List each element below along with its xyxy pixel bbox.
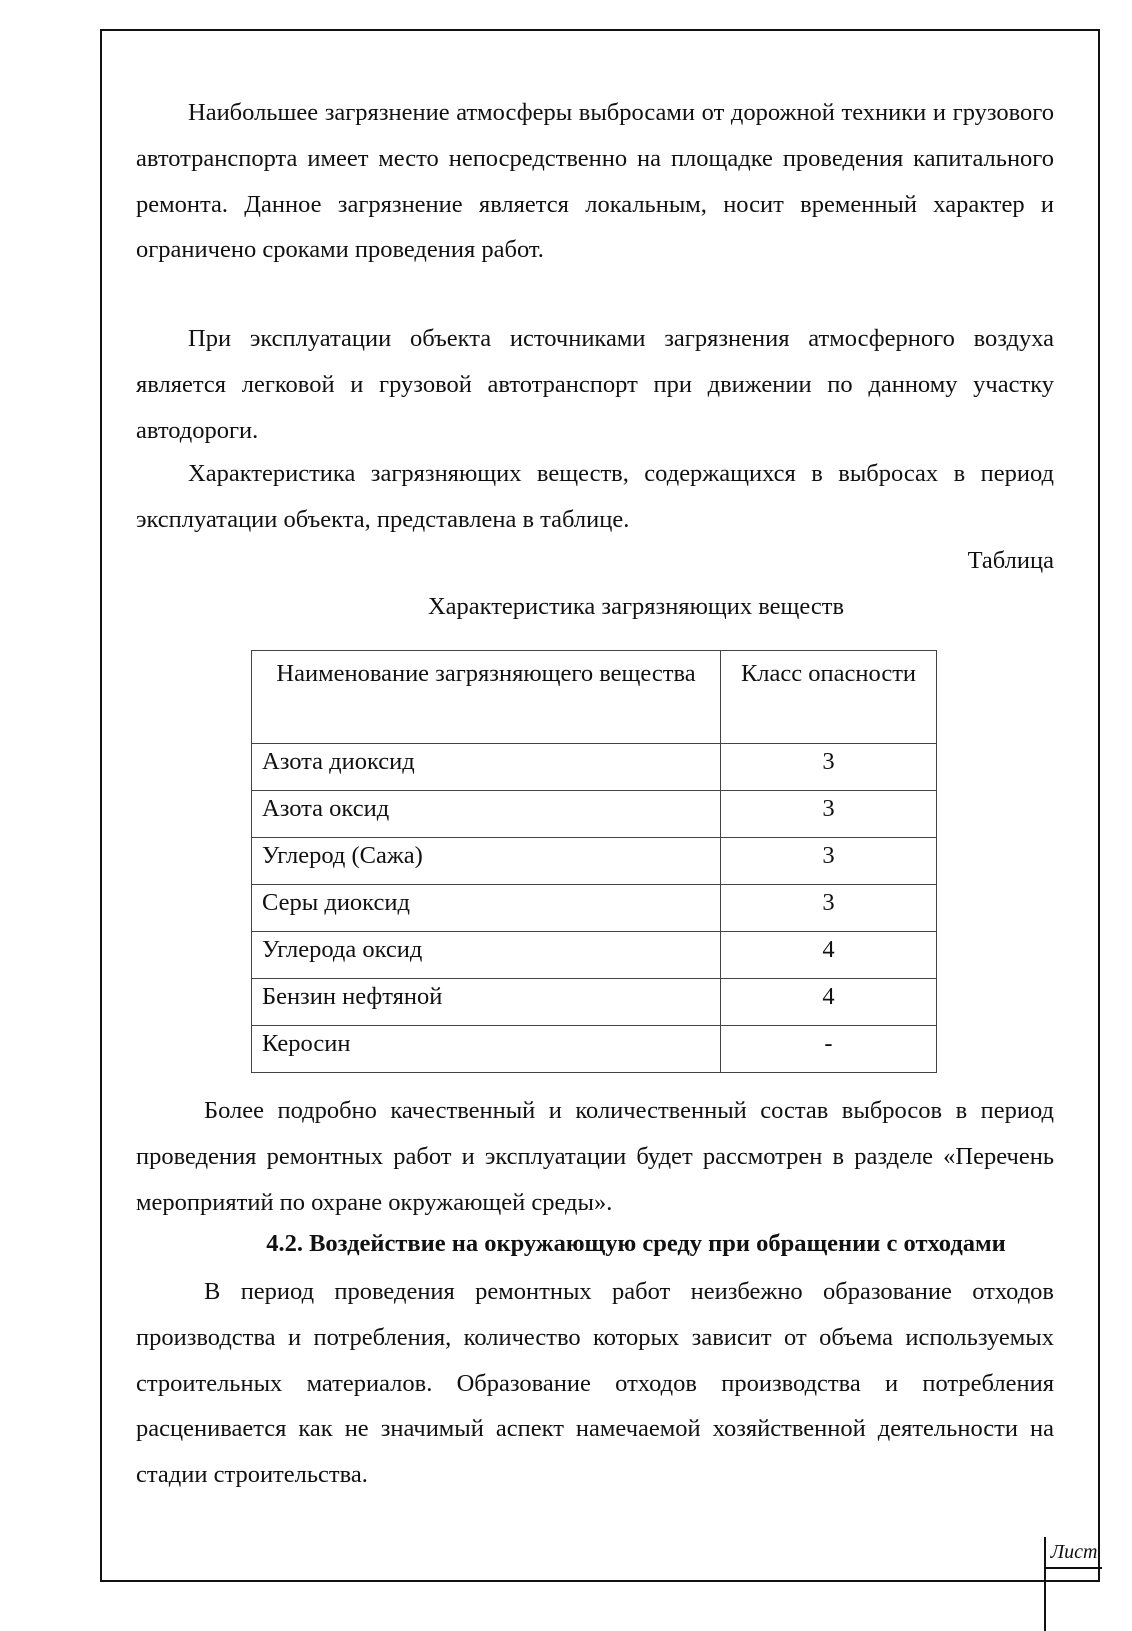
hazard-class: 3 — [721, 838, 937, 885]
table-label: Таблица — [967, 547, 1054, 574]
table-row — [252, 932, 937, 979]
column-header-substance: Наименование загрязняющего вещества — [252, 651, 721, 744]
substance-name: Азота оксид — [252, 791, 721, 838]
paragraph-waste-impact: В период проведения ремонтных работ неизбежно образование отходов производства и потребления, количество которых зависит от объема используемых строительных материалов. Образование отходов производства и потребления расценивается как не значимый аспект намечаемой хозяйственной деятельности на стадии строительства. — [136, 1278, 1054, 1489]
table-row — [252, 979, 937, 1026]
hazard-class: 3 — [721, 885, 937, 932]
paragraph-operation-sources: При эксплуатации объекта источниками загрязнения атмосферного воздуха является легковой и грузовой автотранспорт при движении по данному участку автодороги. — [136, 325, 1054, 444]
sheet-label: Лист — [1046, 1537, 1102, 1569]
substance-name: Углерода оксид — [252, 932, 721, 979]
substance-name: Серы диоксид — [252, 885, 721, 932]
table-row — [252, 885, 937, 932]
substance-name: Углерод (Сажа) — [252, 838, 721, 885]
hazard-class: - — [721, 1026, 937, 1073]
paragraph-atmosphere-pollution: Наибольшее загрязнение атмосферы выбросами от дорожной техники и грузового автотранспорта имеет место непосредственно на площадке проведения капитального ремонта. Данное загрязнение является локальным, носит временный характер и ограничено сроками проведения работ. — [136, 99, 1054, 264]
hazard-class: 4 — [721, 979, 937, 1026]
hazard-class: 3 — [721, 744, 937, 791]
table-title: Характеристика загрязняющих веществ — [427, 593, 845, 620]
hazard-class: 3 — [721, 791, 937, 838]
table-header-row — [252, 651, 937, 744]
column-header-hazard-class: Класс опасности — [721, 651, 937, 744]
hazard-class: 4 — [721, 932, 937, 979]
section-heading: 4.2. Воздействие на окружающую среду при обращении с отходами — [266, 1230, 1006, 1257]
sheet-stamp — [1044, 1537, 1100, 1631]
paragraph-details-reference: Более подробно качественный и количественный состав выбросов в период проведения ремонтных работ и эксплуатации будет рассмотрен в разделе «Перечень мероприятий по охране окружающей среды». — [136, 1097, 1054, 1216]
substance-name: Азота диоксид — [252, 744, 721, 791]
pollutants-table — [251, 650, 937, 1073]
paragraph-table-intro: Характеристика загрязняющих веществ, содержащихся в выбросах в период эксплуатации объекта, представлена в таблице. — [136, 460, 1054, 533]
table-row — [252, 1026, 937, 1073]
table-row — [252, 791, 937, 838]
substance-name: Бензин нефтяной — [252, 979, 721, 1026]
table-row — [252, 744, 937, 791]
substance-name: Керосин — [252, 1026, 721, 1073]
table-row — [252, 838, 937, 885]
